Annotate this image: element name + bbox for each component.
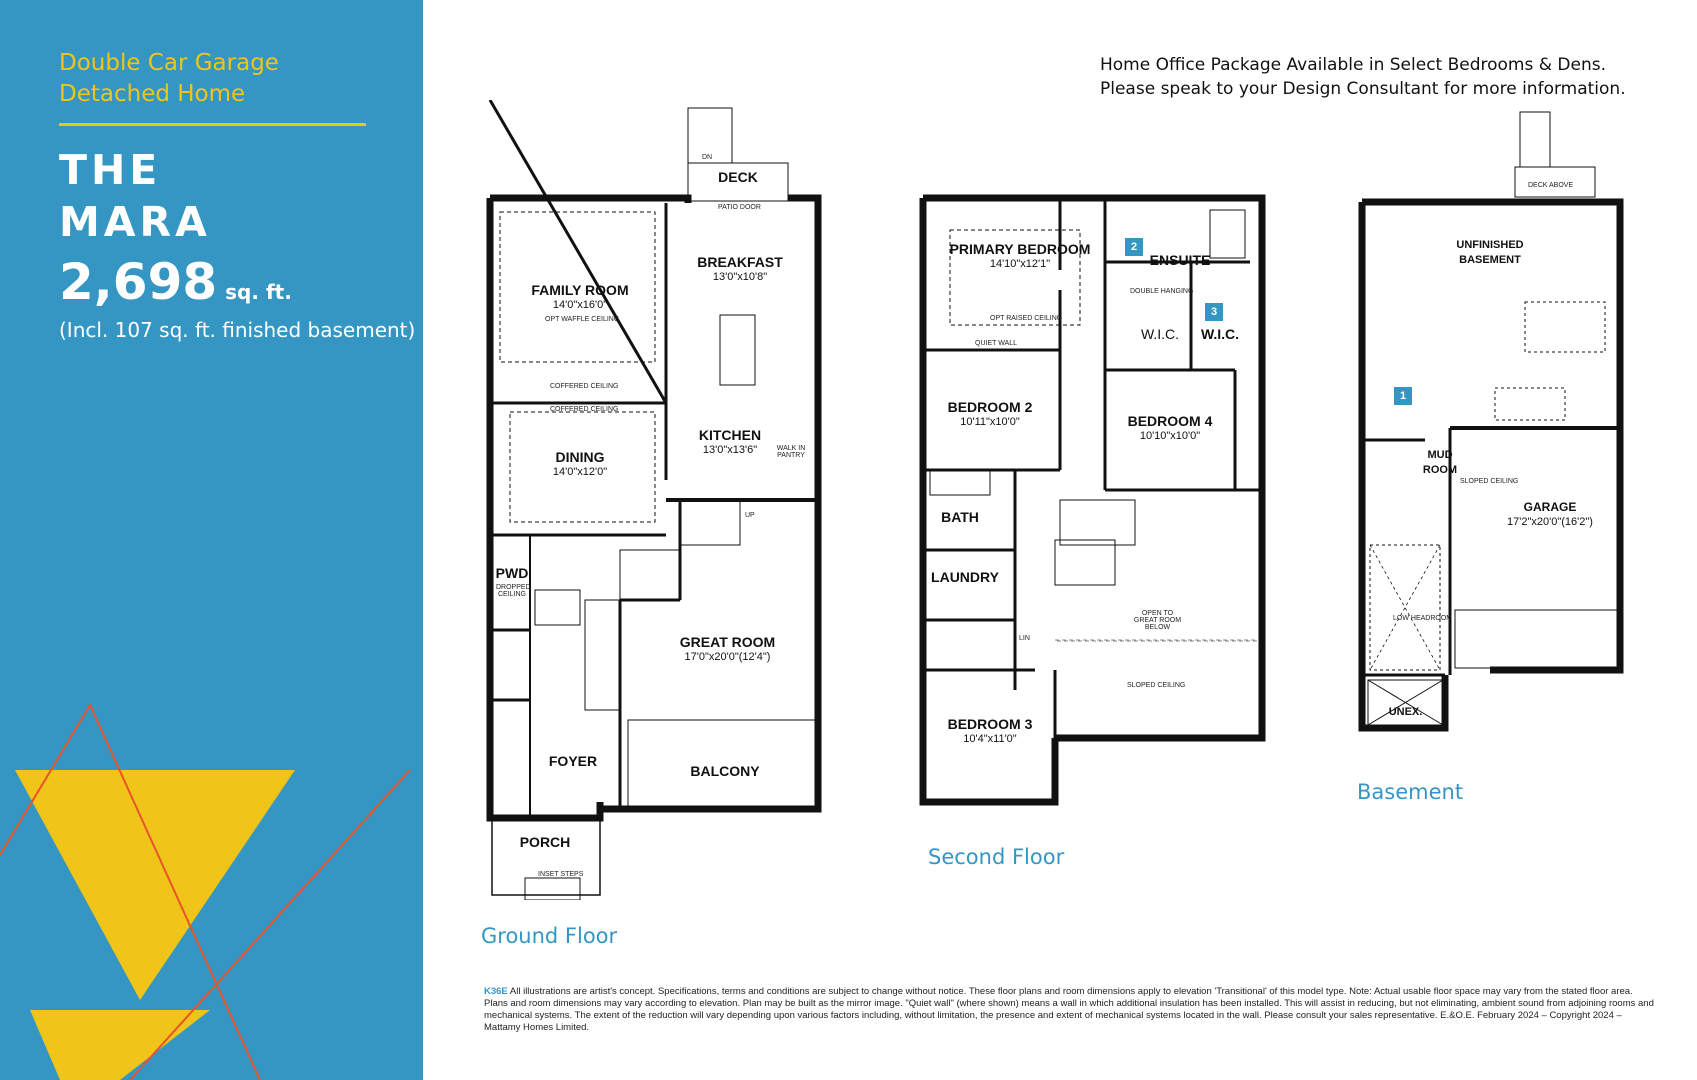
notice-line2: Please speak to your Design Consultant for more information. — [1100, 79, 1626, 99]
powder-room-label: PWD — [495, 565, 529, 581]
double-hanging-label: DOUBLE HANGING — [1130, 288, 1194, 295]
unexcavated-label: UNEX. — [1388, 706, 1423, 718]
foyer-label: FOYER — [548, 753, 598, 769]
coffered-ceiling-label-2: COFFERED CEILING — [550, 406, 619, 413]
laundry-label: LAUNDRY — [931, 569, 999, 585]
linen-label: LIN — [1019, 635, 1030, 642]
gf-up-label: UP — [745, 512, 755, 519]
basement-plan — [1350, 110, 1630, 750]
garage-name: GARAGE — [1523, 500, 1577, 514]
walk-in-pantry-label: WALK IN PANTRY — [776, 445, 806, 459]
coffered-ceiling-label-1: COFFERED CEILING — [550, 383, 619, 390]
dining-name: DINING — [555, 449, 605, 465]
home-type-line2: Detached Home — [59, 81, 246, 107]
bedroom-2 — [925, 400, 1055, 430]
breakfast-dimensions: 13'0"x10'8" — [712, 271, 768, 283]
inset-steps-label: INSET STEPS — [538, 871, 584, 878]
breakfast-room — [675, 255, 805, 285]
ground-floor-walls — [470, 100, 830, 900]
garage-sloped-ceiling-label: SLOPED CEILING — [1460, 478, 1519, 485]
quiet-wall-label: QUIET WALL — [975, 340, 1018, 347]
decorative-triangles-graphic — [0, 0, 423, 1080]
ground-floor-title: Ground Floor — [481, 924, 618, 948]
model-name-line1: THE — [59, 146, 162, 194]
bedroom-2-dimensions: 10'11"x10'0" — [960, 416, 1020, 428]
opt-waffle-ceiling-label: OPT WAFFLE CEILING — [545, 316, 620, 323]
basement-title: Basement — [1357, 780, 1464, 804]
kitchen-room — [670, 428, 790, 458]
home-office-notice — [1100, 53, 1626, 101]
dining-room — [515, 450, 645, 480]
basement-walls — [1350, 110, 1630, 750]
marker-3-badge: 3 — [1205, 303, 1223, 321]
kitchen-name: KITCHEN — [698, 427, 762, 443]
sloped-ceiling-label: SLOPED CEILING — [1127, 682, 1186, 689]
primary-bedroom-dimensions: 14'10"x12'1" — [989, 258, 1051, 270]
ground-floor-plan — [470, 100, 830, 900]
low-headroom-label: LOW HEADROOM — [1393, 615, 1453, 622]
deck-above-label: DECK ABOVE — [1528, 182, 1574, 189]
kitchen-dimensions: 13'0"x13'6" — [702, 444, 758, 456]
plan-code: K36E — [484, 986, 508, 997]
mud-room — [1415, 448, 1465, 478]
sqft-unit: sq. ft. — [225, 280, 292, 304]
great-room — [655, 635, 800, 665]
bedroom-3 — [930, 717, 1050, 747]
sqft-value: 2,698 — [59, 253, 218, 311]
model-name-line2: MARA — [59, 198, 211, 246]
opt-raised-ceiling-label: OPT RAISED CEILING — [990, 315, 1063, 322]
bedroom-3-name: BEDROOM 3 — [947, 716, 1033, 732]
bedroom-4-name: BEDROOM 4 — [1127, 413, 1213, 429]
sidebar-panel — [0, 0, 423, 1080]
family-room — [510, 283, 650, 313]
finished-basement-note: (Incl. 107 sq. ft. finished basement) — [59, 318, 416, 342]
legal-disclaimer — [484, 986, 1654, 1034]
family-room-name: FAMILY ROOM — [531, 282, 629, 298]
bedroom-2-name: BEDROOM 2 — [947, 399, 1033, 415]
wic-2-label: W.I.C. — [1200, 326, 1240, 342]
breakfast-name: BREAKFAST — [697, 254, 783, 270]
wic-1-label: W.I.C. — [1140, 326, 1180, 342]
mud-line1: MUD — [1427, 449, 1453, 461]
primary-bedroom-name: PRIMARY BEDROOM — [949, 241, 1091, 257]
notice-line1: Home Office Package Available in Select Bedrooms & Dens. — [1100, 55, 1606, 75]
great-room-name: GREAT ROOM — [679, 634, 776, 650]
dropped-ceiling-label: DROPPED CEILING — [496, 584, 531, 598]
open-to-great-room-label: OPEN TO GREAT ROOM BELOW — [1133, 610, 1182, 631]
marker-1-badge: 1 — [1394, 387, 1412, 405]
second-floor-plan — [915, 190, 1270, 810]
gf-dn-label: DN — [702, 154, 713, 161]
home-type-line1: Double Car Garage — [59, 50, 279, 76]
porch-label: PORCH — [519, 834, 571, 850]
deck-label: DECK — [718, 169, 758, 185]
mud-line2: ROOM — [1422, 464, 1458, 476]
bedroom-3-dimensions: 10'4"x11'0" — [963, 733, 1017, 745]
bath-label: BATH — [941, 509, 979, 525]
patio-door-label: PATIO DOOR — [718, 204, 761, 211]
unfinished-line1: UNFINISHED — [1456, 239, 1524, 251]
bedroom-4-dimensions: 10'10"x10'0" — [1139, 430, 1201, 442]
unfinished-line2: BASEMENT — [1459, 254, 1521, 266]
garage-dimensions: 17'2"x20'0"(16'2") — [1507, 516, 1593, 528]
garage — [1490, 500, 1610, 530]
bedroom-4 — [1110, 414, 1230, 444]
great-room-dimensions: 17'0"x20'0"(12'4") — [684, 651, 771, 663]
second-floor-title: Second Floor — [928, 845, 1065, 869]
balcony-label: BALCONY — [690, 763, 760, 779]
disclaimer-text: All illustrations are artist's concept. Specifications, terms and conditions are subject to change without notice. These floor plans and room dimensions apply to elevation 'Transitional' of this model type. Note: Actual usable floor space may vary from the stated floor area. Plans and room dimensions may vary according to elevation. Plan may be built as the mirror image. "Quiet wall" (where shown) means a wall in which additional insulation has been installed. This will assist in reducing, but not eliminating, ambient sound from adjoining rooms and mechanical systems. The extent of the reduction will vary depending upon various factors including, without limitation, the presence and extent of mechanical systems located in the wall. Please consult your sales representative. E.&O.E. February 2024 – Copyright 2024 – Mattamy Homes Limited. — [484, 986, 1654, 1033]
dining-dimensions: 14'0"x12'0" — [552, 466, 608, 478]
ensuite-label: ENSUITE — [1149, 252, 1211, 268]
unfinished-basement — [1430, 238, 1550, 268]
primary-bedroom — [945, 242, 1095, 272]
marker-2-badge: 2 — [1125, 238, 1143, 256]
family-room-dimensions: 14'0"x16'0" — [552, 299, 608, 311]
